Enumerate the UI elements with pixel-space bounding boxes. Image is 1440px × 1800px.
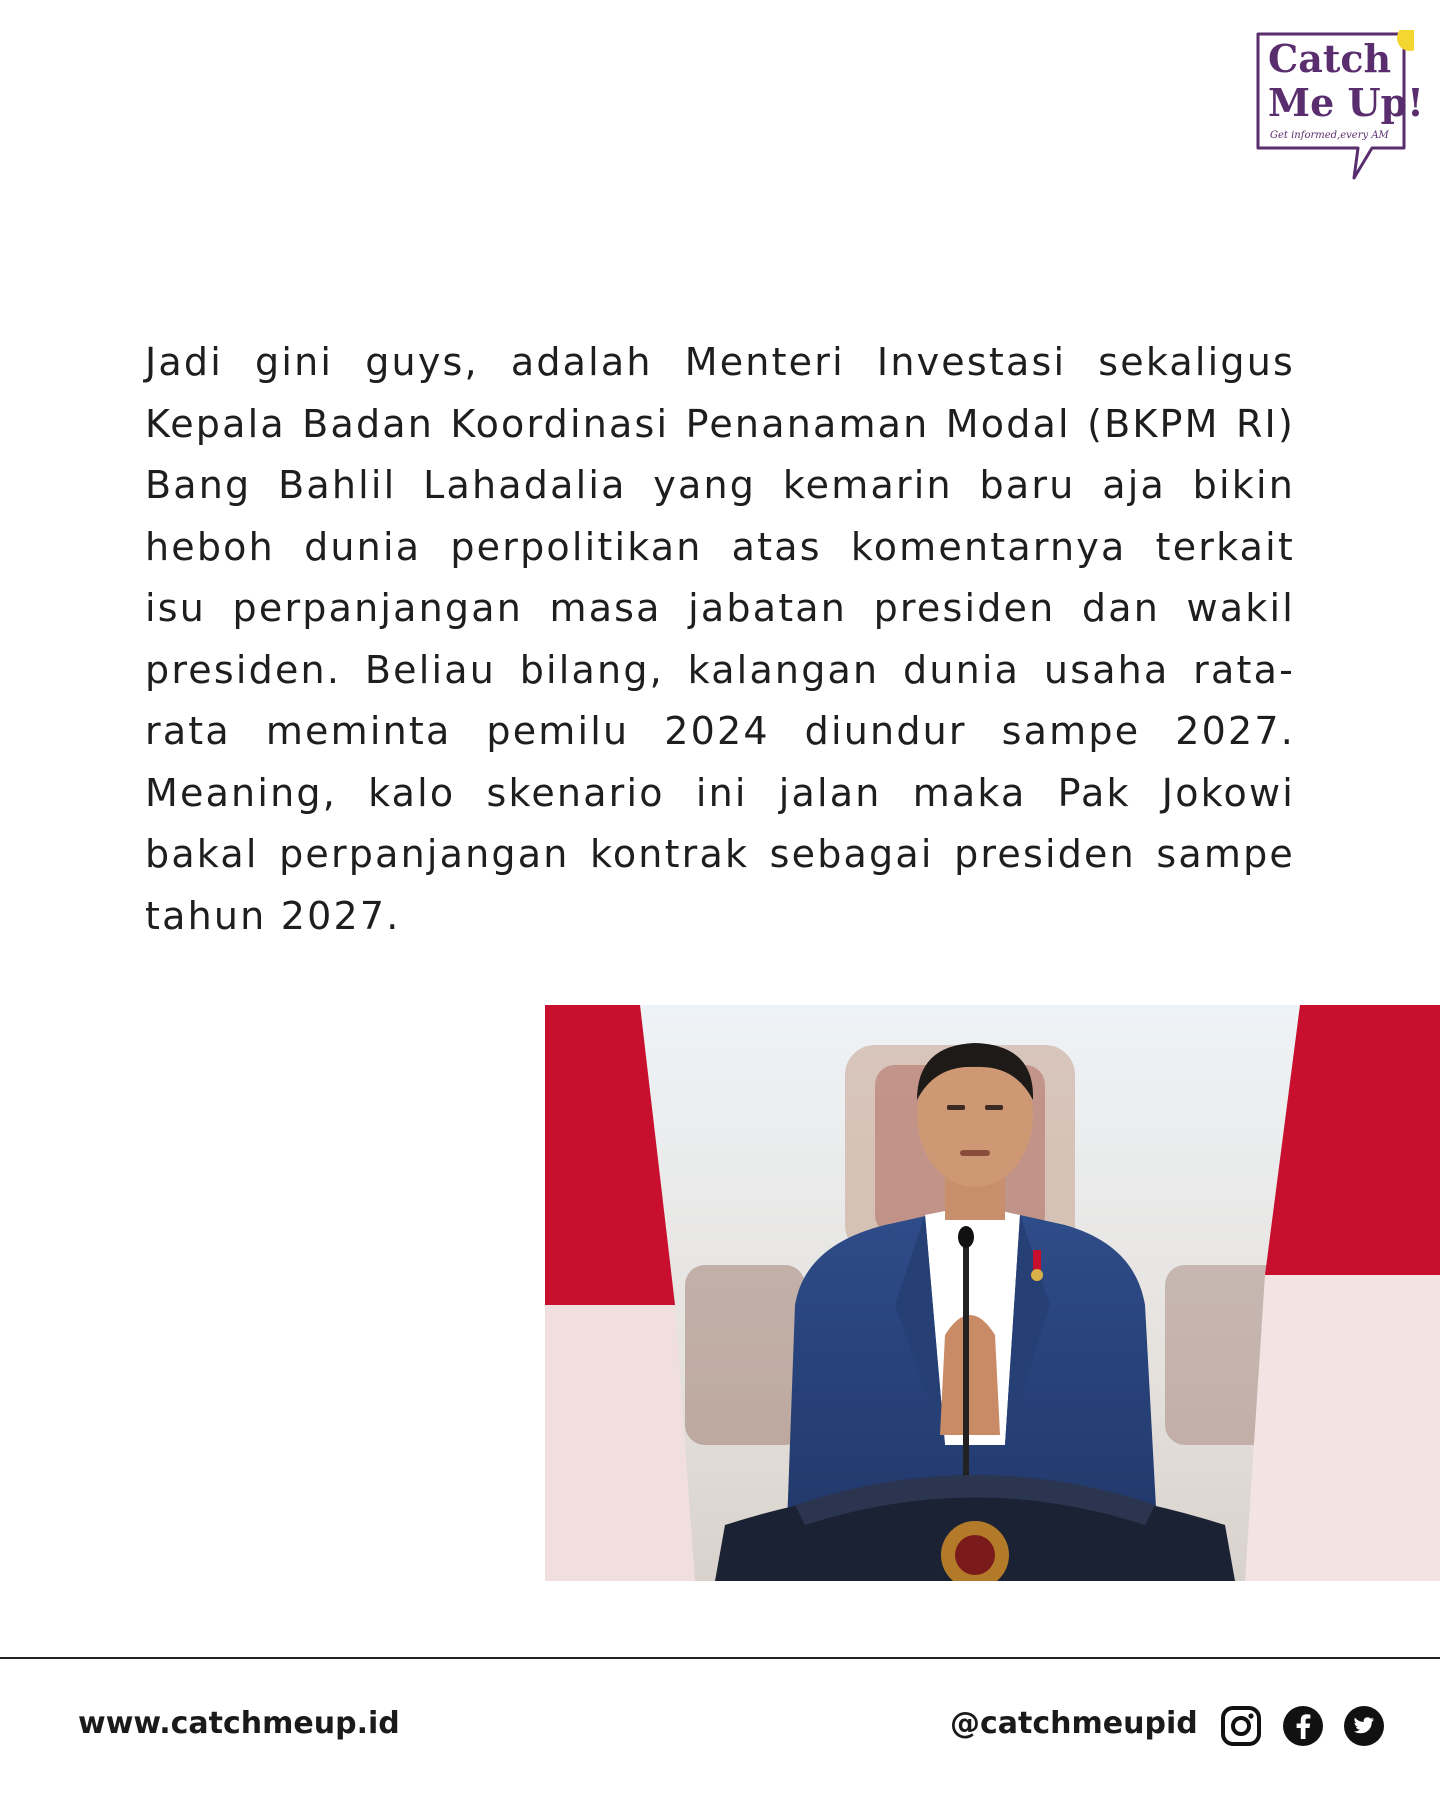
article-paragraph: Jadi gini guys, adalah Menteri Investasi sekaligus Kepala Badan Koordinasi Penanaman Modal (BKPM RI) Bang Bahlil Lahadalia yang kemarin baru aja bikin heboh dunia perpolitikan atas komentarnya terkait isu perpanjangan masa jabatan presiden dan wakil presiden. Beliau bilang, kalangan dunia usaha rata-rata meminta pemilu 2024 diundur sampe 2027. Meaning, kalo skenario ini jalan maka Pak Jokowi bakal perpanjangan kontrak sebagai presiden sampe tahun 2027. — [145, 340, 1295, 938]
logo-line-catch: Catch — [1268, 36, 1392, 81]
social-handle[interactable]: @catchmeupid — [950, 1706, 1198, 1741]
instagram-icon[interactable] — [1220, 1705, 1262, 1747]
footer-divider — [0, 1657, 1440, 1659]
logo-tagline: Get informed,every AM — [1270, 130, 1389, 141]
speaker-at-podium-photo — [545, 1005, 1440, 1581]
facebook-icon[interactable] — [1282, 1705, 1324, 1747]
website-link[interactable]: www.catchmeup.id — [78, 1706, 400, 1741]
twitter-icon[interactable] — [1343, 1705, 1385, 1747]
logo-line-me-up: Me Up! — [1268, 80, 1424, 125]
brand-logo — [1254, 30, 1424, 182]
